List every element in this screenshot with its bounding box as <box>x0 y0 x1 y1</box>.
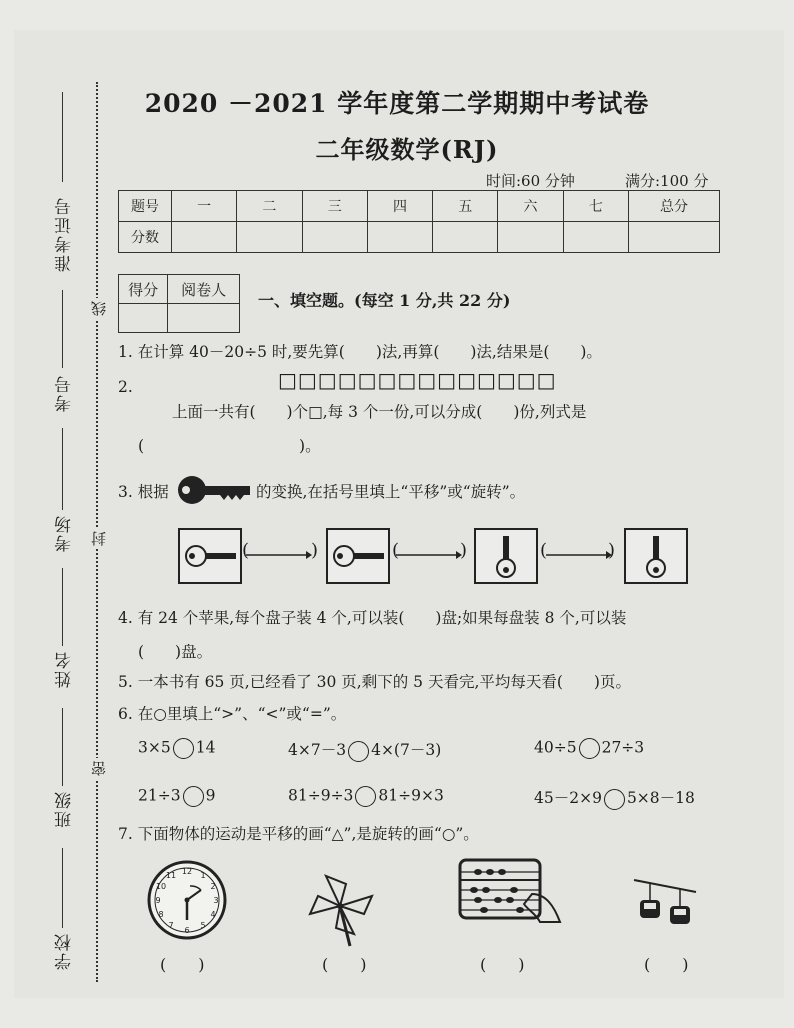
abacus-icon <box>454 854 566 926</box>
question-4-line1: 4. 有 24 个苹果,每个盘子装 4 个,可以装( )盘;如果每盘装 8 个,可以装 <box>118 609 627 627</box>
question-3-prefix: 3. 根据 <box>118 483 169 501</box>
question-2-number: 2. <box>118 378 133 396</box>
svg-text:8: 8 <box>158 910 164 919</box>
question-4-line2: ( )盘。 <box>138 643 213 661</box>
compare-item: 3×5 14 <box>138 738 215 759</box>
paren-left: ( <box>540 540 548 561</box>
arrow-right-icon <box>396 550 462 560</box>
compare-circle[interactable] <box>604 789 625 810</box>
svg-text:3: 3 <box>213 896 219 905</box>
score-cell: 分数 <box>119 222 172 253</box>
question-2-line1: 上面一共有( )个□,每 3 个一份,可以分成( )份,列式是 <box>172 403 587 421</box>
svg-text:11: 11 <box>165 871 177 880</box>
answer-paren[interactable]: ( ) <box>644 955 689 974</box>
paren-right: ) <box>460 540 468 561</box>
score-cell: 二 <box>237 191 302 222</box>
exam-title: 2020 －2021 学年度第二学期期中考试卷 <box>144 89 650 118</box>
grader-name-blank[interactable] <box>168 304 240 333</box>
blank-line <box>62 290 63 368</box>
answer-paren[interactable]: ( ) <box>160 955 205 974</box>
key-vertical-icon <box>626 530 686 582</box>
blank-line <box>62 708 63 786</box>
question-1: 1. 在计算 40－20÷5 时,要先算( )法,再算( )法,结果是( )。 <box>118 343 602 361</box>
score-blank[interactable] <box>433 222 498 253</box>
seal-char-line: 线 <box>88 298 109 319</box>
score-cell: 题号 <box>119 191 172 222</box>
pinwheel-icon <box>306 870 376 948</box>
seal-char-seal: 封 <box>88 528 109 549</box>
compare-circle[interactable] <box>348 741 369 762</box>
blank-line <box>62 428 63 510</box>
score-blank[interactable] <box>367 222 432 253</box>
score-table-header-row <box>119 191 720 222</box>
svg-text:1: 1 <box>200 871 206 880</box>
key-box-4 <box>624 528 688 584</box>
paren-left: ( <box>242 540 250 561</box>
score-blank[interactable] <box>302 222 367 253</box>
score-blank[interactable] <box>629 222 720 253</box>
label-school: 学校 <box>55 932 75 970</box>
arrow-right-icon <box>246 550 312 560</box>
svg-text:7: 7 <box>168 921 174 930</box>
blank-line <box>62 848 63 928</box>
score-blank[interactable] <box>498 222 563 253</box>
svg-text:6: 6 <box>184 926 190 935</box>
compare-item: 4×7－3 4×(7－3) <box>288 738 441 762</box>
score-cell: 总分 <box>629 191 720 222</box>
full-score: 满分:100 分 <box>625 172 709 190</box>
clock-icon <box>146 858 228 942</box>
score-cell: 六 <box>498 191 563 222</box>
key-box-2 <box>326 528 390 584</box>
score-cell: 四 <box>367 191 432 222</box>
question-6: 6. 在○里填上“>”、“<”或“=”。 <box>118 705 347 723</box>
score-cell: 一 <box>172 191 237 222</box>
exam-time: 时间:60 分钟 <box>486 172 575 190</box>
question-7: 7. 下面物体的运动是平移的画“△”,是旋转的画“○”。 <box>118 825 479 843</box>
exam-subtitle: 二年级数学(RJ) <box>315 135 499 164</box>
compare-item: 81÷9÷3 81÷9×3 <box>288 786 444 807</box>
arrow-right-icon <box>546 550 612 560</box>
svg-text:4: 4 <box>210 910 216 919</box>
svg-text:10: 10 <box>155 882 167 891</box>
svg-text:2: 2 <box>210 882 216 891</box>
compare-circle[interactable] <box>173 738 194 759</box>
seal-char-secret: 密 <box>88 758 109 779</box>
key-vertical-icon <box>476 530 536 582</box>
compare-item: 21÷3 9 <box>138 786 215 807</box>
score-table <box>118 190 720 253</box>
cable-car-icon <box>632 866 698 932</box>
compare-circle[interactable] <box>579 738 600 759</box>
key-box-1 <box>178 528 242 584</box>
score-blank[interactable] <box>563 222 628 253</box>
score-table-value-row <box>119 222 720 253</box>
answer-paren[interactable]: ( ) <box>480 955 525 974</box>
compare-item: 40÷5 27÷3 <box>534 738 644 759</box>
key-box-3 <box>474 528 538 584</box>
question-2-line2: ( )。 <box>138 437 321 455</box>
svg-text:5: 5 <box>200 921 206 930</box>
paren-right: ) <box>608 540 616 561</box>
score-blank[interactable] <box>237 222 302 253</box>
label-class: 班级 <box>55 790 75 828</box>
paren-left: ( <box>392 540 400 561</box>
label-exam-number: 考号 <box>55 374 75 412</box>
svg-text:9: 9 <box>155 896 161 905</box>
grader-score-label: 得分 <box>119 275 168 304</box>
score-blank[interactable] <box>172 222 237 253</box>
paren-right: ) <box>311 540 319 561</box>
grader-score-blank[interactable] <box>119 304 168 333</box>
compare-circle[interactable] <box>183 786 204 807</box>
score-cell: 三 <box>302 191 367 222</box>
label-exam-permit: 准考证号 <box>55 196 75 272</box>
key-horizontal-icon <box>328 530 388 582</box>
key-icon <box>176 474 252 506</box>
blank-line <box>62 568 63 646</box>
compare-item: 45－2×9 5×8－18 <box>534 786 695 810</box>
key-horizontal-icon <box>180 530 240 582</box>
answer-paren[interactable]: ( ) <box>322 955 367 974</box>
question-5: 5. 一本书有 65 页,已经看了 30 页,剩下的 5 天看完,平均每天看( )页。 <box>118 673 631 691</box>
score-cell: 五 <box>433 191 498 222</box>
grader-table <box>118 274 240 333</box>
label-exam-room: 考场 <box>55 514 75 552</box>
compare-circle[interactable] <box>355 786 376 807</box>
section-heading: 一、填空题。(每空 1 分,共 22 分) <box>258 291 511 310</box>
squares-row: □□□□□□□□□□□□□□ <box>278 368 557 392</box>
score-cell: 七 <box>563 191 628 222</box>
grader-name-label: 阅卷人 <box>168 275 240 304</box>
svg-text:12: 12 <box>181 867 193 876</box>
question-3-text: 的变换,在括号里填上“平移”或“旋转”。 <box>256 483 526 501</box>
label-name: 姓名 <box>55 650 75 688</box>
